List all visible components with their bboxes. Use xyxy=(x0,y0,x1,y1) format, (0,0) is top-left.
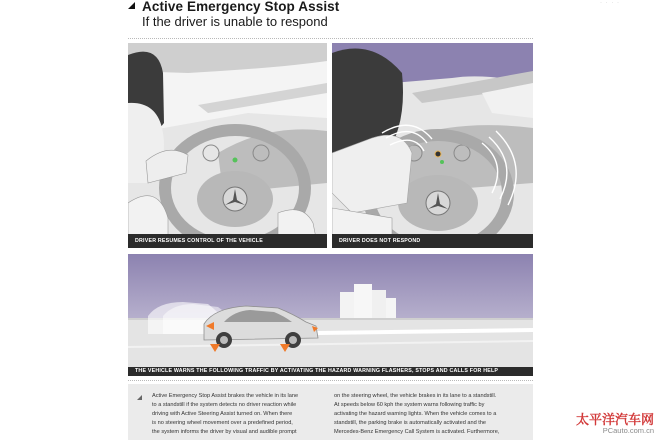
text-line: activating the hazard warning lights. When the vehicle comes to a xyxy=(334,411,497,417)
text-line: to a standstill if the system detects no driver reaction while xyxy=(152,402,297,408)
section-header xyxy=(128,0,533,32)
text-line: driving with Active Steering Assist turned on. When there xyxy=(152,411,293,417)
corner-triangle-icon xyxy=(128,2,135,9)
description-text xyxy=(128,384,533,440)
text-line: the system informs the driver by visual and audible prompt xyxy=(152,429,297,435)
illustration-driver-not-respond xyxy=(332,43,533,248)
text-column-1 xyxy=(152,392,338,437)
bullet-triangle-icon xyxy=(137,395,142,400)
text-column-2 xyxy=(334,392,520,437)
watermark-brand: 太平洋汽车网 xyxy=(575,413,654,428)
divider-top xyxy=(128,38,533,39)
text-line: At speeds below 60 kph the system warns following traffic by xyxy=(334,402,485,408)
text-line: Active Emergency Stop Assist brakes the vehicle in its lane xyxy=(152,393,299,399)
top-dots: · · · · xyxy=(600,0,620,6)
caption-driver-not-respond: DRIVER DOES NOT RESPOND xyxy=(332,234,533,248)
page-subtitle: If the driver is unable to respond xyxy=(142,14,328,29)
panel-driver-resumes xyxy=(128,43,327,248)
text-line: standstill, the parking brake is automatically activated and the xyxy=(334,420,487,426)
illustration-vehicle-stopping xyxy=(128,254,533,376)
watermark xyxy=(576,409,660,440)
watermark-url: PCauto.com.cn xyxy=(602,426,654,435)
page-title: Active Emergency Stop Assist xyxy=(142,0,340,14)
text-line: Mercedes-Benz Emergency Call System is activated. Furthermore, xyxy=(334,429,500,435)
caption-driver-resumes: DRIVER RESUMES CONTROL OF THE VEHICLE xyxy=(128,234,327,248)
caption-hazard-warning: THE VEHICLE WARNS THE FOLLOWING TRAFFIC BY ACTIVATING THE HAZARD WARNING FLASHERS, STOPS AND CALLS FOR HELP xyxy=(128,367,533,376)
text-line: on the steering wheel, the vehicle brakes in its lane to a standstill. xyxy=(334,393,497,399)
text-line: is no steering wheel movement over a predefined period, xyxy=(152,420,293,426)
panel-hazard-warning xyxy=(128,254,533,376)
panel-driver-not-respond xyxy=(332,43,533,248)
divider-bottom xyxy=(128,380,533,381)
illustration-driver-resumes xyxy=(128,43,327,248)
